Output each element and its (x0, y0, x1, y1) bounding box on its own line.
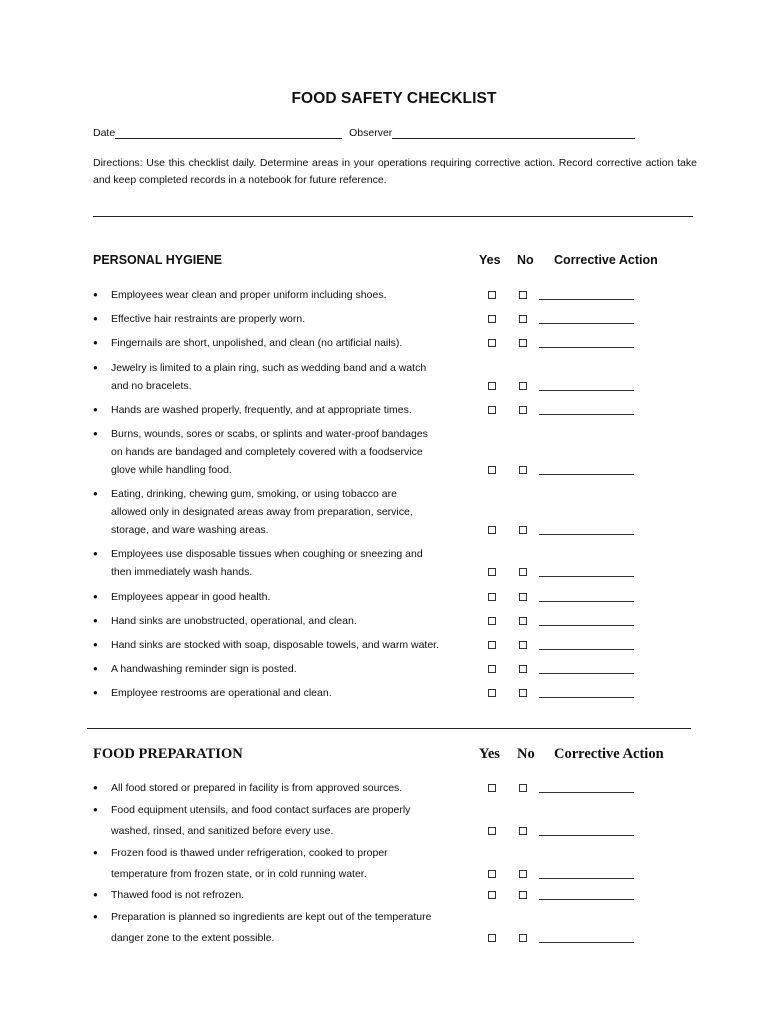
item-text-line: then immediately wash hands. (111, 566, 253, 579)
date-field[interactable] (115, 128, 342, 139)
bullet-icon: ● (93, 664, 98, 674)
directions-text: Directions: Use this checklist daily. Determine areas in your operations requiring corrective action. Record corrective action take and keep completed records in a notebook for future reference. (93, 157, 697, 186)
corrective-action-field[interactable] (539, 323, 634, 324)
no-checkbox[interactable] (519, 617, 527, 625)
item-text-line: Hand sinks are unobstructed, operational, and clean. (111, 614, 357, 627)
item-text-line: Employees wear clean and proper uniform including shoes. (111, 289, 387, 301)
corrective-action-field[interactable] (539, 697, 634, 698)
no-checkbox[interactable] (519, 315, 527, 323)
bullet-icon: ● (93, 847, 98, 857)
no-checkbox[interactable] (519, 827, 527, 835)
item-text-line: Jewelry is limited to a plain ring, such as wedding band and a watch (111, 361, 427, 374)
yes-column-header: Yes (479, 253, 501, 267)
corrective-action-field[interactable] (539, 899, 634, 900)
yes-checkbox[interactable] (488, 827, 496, 835)
corrective-action-field[interactable] (539, 792, 634, 793)
yes-checkbox[interactable] (488, 593, 496, 601)
date-label: Date (93, 127, 116, 139)
item-text-line: Burns, wounds, sores or scabs, or splints and water-proof bandages (111, 428, 428, 440)
yes-checkbox[interactable] (488, 641, 496, 649)
corrective-action-field[interactable] (539, 835, 634, 836)
yes-checkbox[interactable] (488, 934, 496, 942)
bullet-icon: ● (93, 640, 98, 649)
item-text-line: danger zone to the extent possible. (111, 932, 275, 945)
yes-checkbox[interactable] (488, 339, 496, 347)
checklist-item (93, 911, 653, 953)
no-checkbox[interactable] (519, 339, 527, 347)
no-checkbox[interactable] (519, 784, 527, 792)
item-text-line: washed, rinsed, and sanitized before every use. (111, 824, 334, 837)
item-text-line: on hands are bandaged and completely covered with a foodservice (111, 446, 423, 458)
corrective-action-field[interactable] (539, 347, 634, 348)
no-checkbox[interactable] (519, 665, 527, 673)
checklist-item (93, 591, 653, 609)
yes-column-header: Yes (479, 746, 500, 762)
no-checkbox[interactable] (519, 641, 527, 649)
bullet-icon: ● (93, 429, 98, 438)
corrective-action-field[interactable] (539, 601, 634, 602)
bullet-icon: ● (93, 338, 98, 348)
yes-checkbox[interactable] (488, 784, 496, 792)
item-text-line: temperature from frozen state, or in cold running water. (111, 867, 367, 880)
corrective-action-field[interactable] (539, 576, 634, 577)
item-text-line: Food equipment utensils, and food contact surfaces are properly (111, 803, 411, 816)
item-text-line: Employees use disposable tissues when coughing or sneezing and (111, 548, 423, 561)
item-text-line: A handwashing reminder sign is posted. (111, 663, 297, 676)
bullet-icon: ● (93, 912, 98, 922)
bullet-icon: ● (93, 804, 98, 814)
checklist-item (93, 782, 653, 803)
no-checkbox[interactable] (519, 568, 527, 576)
corrective-action-field[interactable] (539, 474, 634, 475)
no-checkbox[interactable] (519, 870, 527, 878)
checklist-item (93, 804, 653, 846)
checklist-item (93, 362, 653, 398)
date-observer-line (93, 127, 635, 139)
corrective-action-field[interactable] (539, 390, 634, 391)
section-title: FOOD PREPARATION (93, 746, 243, 762)
observer-label: Observer (349, 127, 393, 139)
bullet-icon: ● (93, 890, 98, 900)
section-header-food-preparation (93, 746, 693, 766)
bullet-icon: ● (93, 404, 98, 414)
checklist-item (93, 639, 653, 657)
bullet-icon: ● (93, 688, 98, 698)
item-text-line: Employee restrooms are operational and clean. (111, 687, 332, 700)
checklist-item (93, 889, 653, 910)
bullet-icon: ● (93, 549, 98, 559)
no-checkbox[interactable] (519, 891, 527, 899)
bullet-icon: ● (93, 489, 98, 499)
item-text-line: allowed only in designated areas away from preparation, service, (111, 506, 413, 519)
item-text-line: Fingernails are short, unpolished, and clean (no artificial nails). (111, 337, 403, 350)
no-checkbox[interactable] (519, 526, 527, 534)
corrective-action-field[interactable] (539, 942, 634, 943)
no-checkbox[interactable] (519, 291, 527, 299)
checklist-item (93, 289, 653, 307)
checklist-item (93, 428, 653, 482)
no-checkbox[interactable] (519, 466, 527, 474)
item-text-line: Thawed food is not refrozen. (111, 889, 245, 902)
no-checkbox[interactable] (519, 406, 527, 414)
bullet-icon: ● (93, 615, 98, 625)
item-text-line: All food stored or prepared in facility is from approved sources. (111, 782, 403, 794)
corrective-action-field[interactable] (539, 414, 634, 415)
yes-checkbox[interactable] (488, 568, 496, 576)
yes-checkbox[interactable] (488, 406, 496, 414)
observer-field[interactable] (392, 128, 635, 139)
divider (93, 216, 693, 217)
no-column-header: No (517, 253, 534, 267)
checklist-item (93, 847, 653, 889)
yes-checkbox[interactable] (488, 891, 496, 899)
item-text-line: Employees appear in good health. (111, 590, 271, 603)
section-header-personal-hygiene (93, 253, 693, 273)
yes-checkbox[interactable] (488, 665, 496, 673)
corrective-action-field[interactable] (539, 878, 634, 879)
yes-checkbox[interactable] (488, 870, 496, 878)
corrective-action-column-header: Corrective Action (554, 253, 658, 267)
item-text-line: Hand sinks are stocked with soap, disposable towels, and warm water. (111, 639, 439, 651)
bullet-icon: ● (93, 591, 98, 601)
checklist-item (93, 404, 653, 422)
checklist-item (93, 313, 653, 331)
bullet-icon: ● (93, 783, 98, 792)
divider (87, 728, 691, 729)
item-text-line: Effective hair restraints are properly worn. (111, 313, 306, 326)
page-title: FOOD SAFETY CHECKLIST (291, 90, 497, 107)
item-text-line: Eating, drinking, chewing gum, smoking, or using tobacco are (111, 488, 397, 501)
corrective-action-field[interactable] (539, 649, 634, 650)
no-checkbox[interactable] (519, 689, 527, 697)
yes-checkbox[interactable] (488, 526, 496, 534)
yes-checkbox[interactable] (488, 466, 496, 474)
item-text-line: Hands are washed properly, frequently, and at appropriate times. (111, 403, 412, 416)
yes-checkbox[interactable] (488, 382, 496, 390)
corrective-action-column-header: Corrective Action (554, 746, 664, 762)
yes-checkbox[interactable] (488, 617, 496, 625)
yes-checkbox[interactable] (488, 291, 496, 299)
section-title: PERSONAL HYGIENE (93, 253, 222, 267)
bullet-icon: ● (93, 314, 98, 324)
checklist-item (93, 615, 653, 633)
item-text-line: glove while handling food. (111, 464, 232, 476)
corrective-action-field[interactable] (539, 625, 634, 626)
checklist-item (93, 687, 653, 705)
corrective-action-field[interactable] (539, 673, 634, 674)
checklist-item (93, 337, 653, 355)
bullet-icon: ● (93, 290, 98, 299)
no-column-header: No (517, 746, 535, 762)
no-checkbox[interactable] (519, 382, 527, 390)
checklist-item (93, 548, 653, 584)
checklist-item (93, 488, 653, 542)
yes-checkbox[interactable] (488, 689, 496, 697)
item-text-line: and no bracelets. (111, 379, 192, 392)
corrective-action-field[interactable] (539, 299, 634, 300)
no-checkbox[interactable] (519, 934, 527, 942)
checklist-item (93, 663, 653, 681)
bullet-icon: ● (93, 362, 98, 372)
item-text-line: Frozen food is thawed under refrigeration, cooked to proper (111, 846, 388, 859)
yes-checkbox[interactable] (488, 315, 496, 323)
item-text-line: Preparation is planned so ingredients are kept out of the temperature (111, 911, 432, 924)
no-checkbox[interactable] (519, 593, 527, 601)
item-text-line: storage, and ware washing areas. (111, 524, 269, 537)
corrective-action-field[interactable] (539, 534, 634, 535)
